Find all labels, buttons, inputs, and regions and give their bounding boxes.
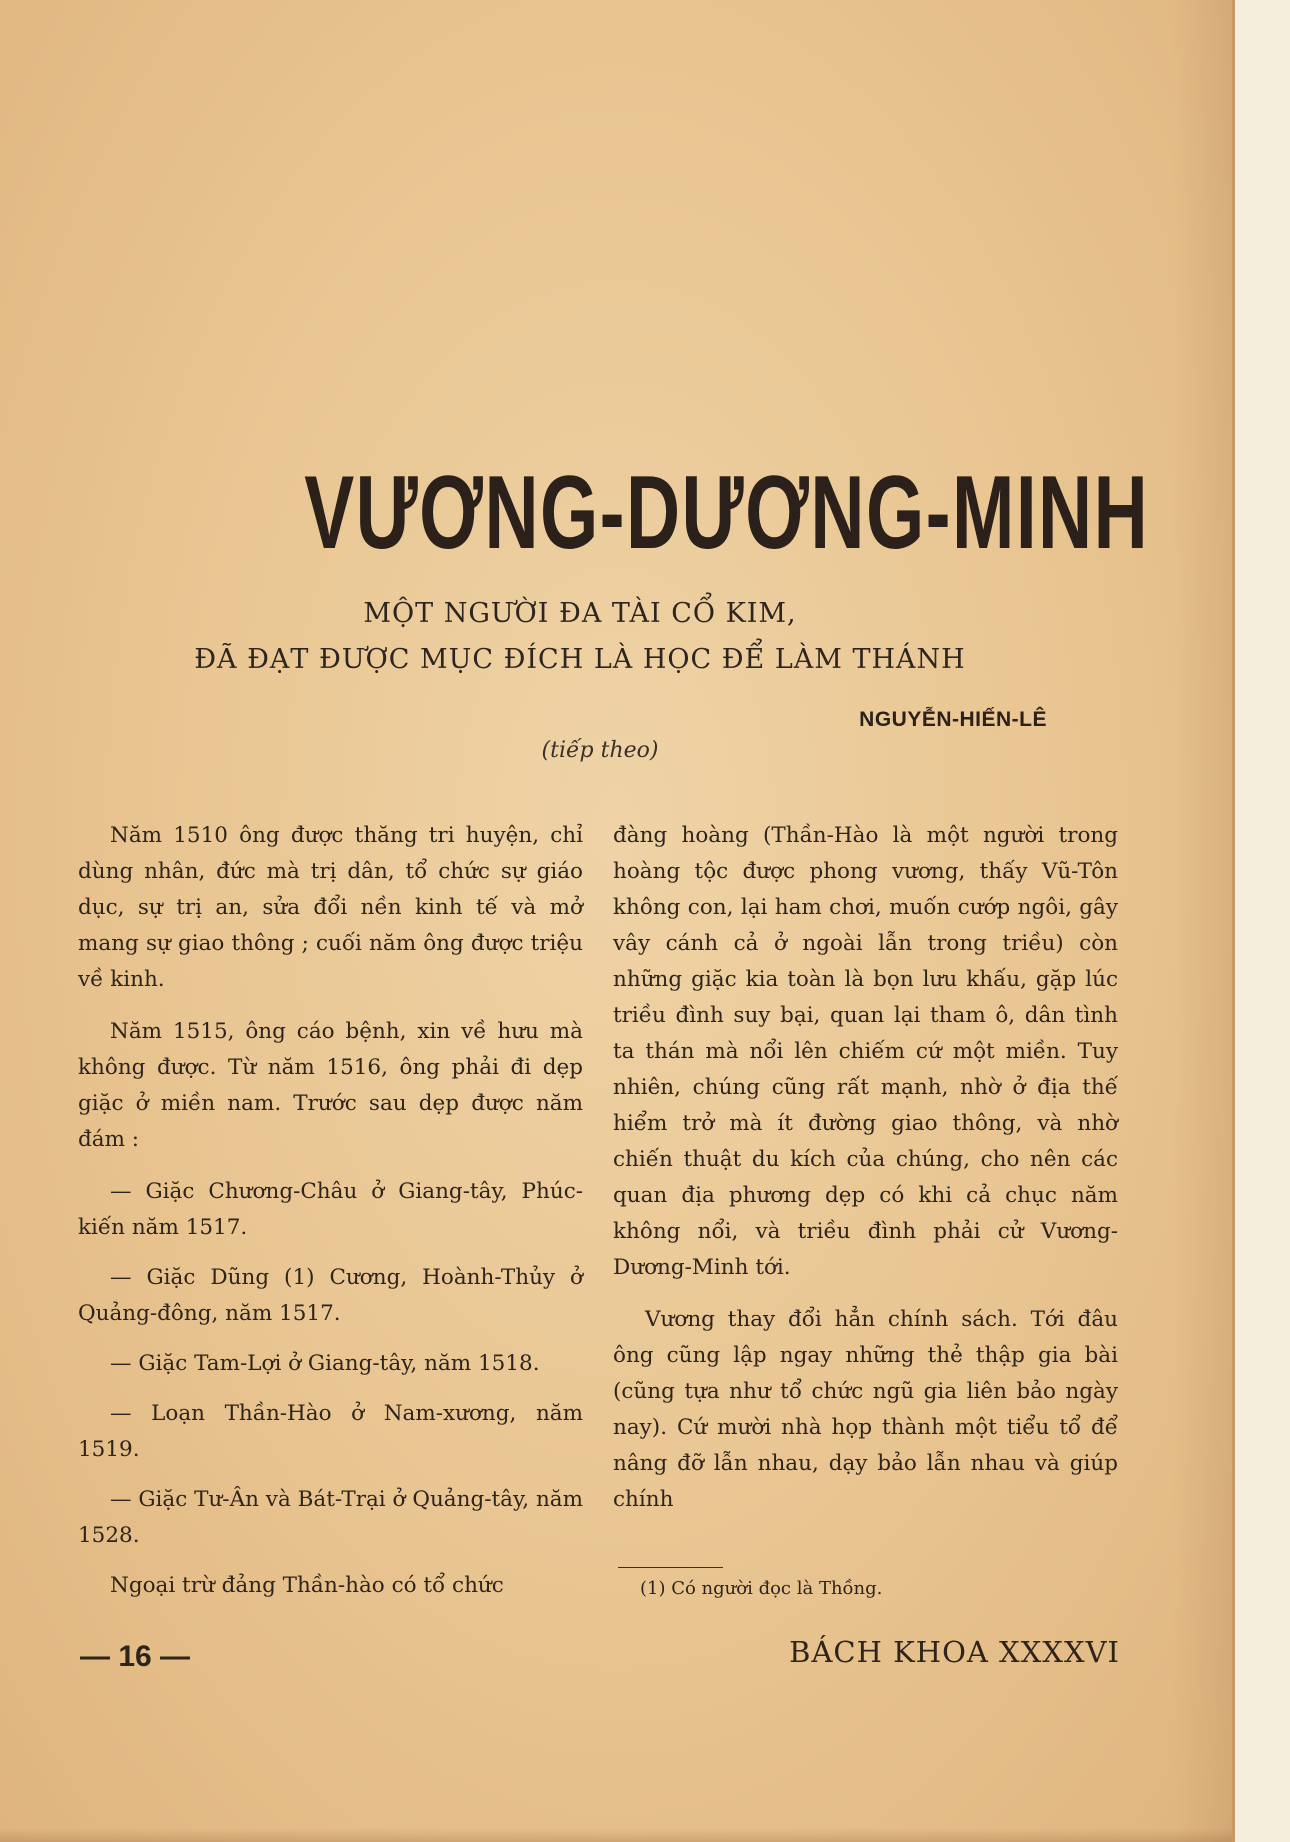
paragraph: Năm 1510 ông được thăng tri huyện, chỉ dùng nhân, đức mà trị dân, tổ chức sự giáo dục, sự trị an, sửa đổi nền kinh tế và mở mang sự giao thông ; cuối năm ông được triệu về kinh.	[78, 823, 583, 992]
page-edge-shadow	[1172, 0, 1232, 1842]
right-column	[613, 818, 1118, 1534]
list-item: — Giặc Tam-Lợi ở Giang-tây, năm 1518.	[110, 1351, 540, 1376]
list-item: — Giặc Dũng (1) Cương, Hoành-Thủy ở Quảng-đông, năm 1517.	[78, 1265, 583, 1326]
paragraph: đàng hoàng (Thần-Hào là một người trong hoàng tộc được phong vương, thấy Vũ-Tôn không con, lại ham chơi, muốn cướp ngôi, gây vây cánh cả ở ngoài lẫn trong triều) còn những giặc kia toàn là bọn lưu khấu, gặp lúc triều đình suy bại, quan lại tham ô, dân tình ta thán mà nổi lên chiếm cứ một miền. Tuy nhiên, chúng cũng rất mạnh, nhờ ở địa thế hiểm trở mà ít đường giao thông, và nhờ chiến thuật du kích của chúng, cho nên các quan địa phương dẹp có khi cả chục năm không nổi, và triều đình phải cử Vương-Dương-Minh tới.	[613, 823, 1118, 1280]
article-author: NGUYỄN-HIẾN-LÊ	[859, 708, 1047, 731]
left-column	[78, 818, 583, 1620]
continuation-note: (tiếp theo)	[541, 738, 659, 763]
list-item: — Loạn Thần-Hào ở Nam-xương, năm 1519.	[78, 1401, 583, 1462]
journal-name: BÁCH KHOA XXXXVI	[789, 1635, 1120, 1669]
footnote-divider	[618, 1567, 723, 1568]
paragraph: Ngoại trừ đảng Thần-hào có tổ chức	[110, 1573, 504, 1598]
list-item: — Giặc Tư-Ân và Bát-Trại ở Quảng-tây, năm 1528.	[78, 1487, 583, 1548]
article-subtitle-line1: MỘT NGƯỜI ĐA TÀI CỔ KIM,	[363, 598, 797, 629]
article-title: VƯƠNG-DƯƠNG-MINH	[304, 455, 1150, 571]
list-item: — Giặc Chương-Châu ở Giang-tây, Phúc-kiến năm 1517.	[78, 1179, 583, 1240]
footnote: (1) Có người đọc là Thồng.	[640, 1578, 883, 1599]
article-subtitle-line2: ĐÃ ĐẠT ĐƯỢC MỤC ĐÍCH LÀ HỌC ĐỂ LÀM THÁNH	[194, 644, 966, 675]
page-bottom-shadow	[0, 1828, 1232, 1842]
paragraph: Năm 1515, ông cáo bệnh, xin về hưu mà không được. Từ năm 1516, ông phải đi dẹp giặc ở miền nam. Trước sau dẹp được năm đám :	[78, 1019, 583, 1152]
page-number: — 16 —	[80, 1640, 191, 1673]
paragraph: Vương thay đổi hẳn chính sách. Tới đâu ông cũng lập ngay những thẻ thập gia bài (cũng tựa như tổ chức ngũ gia liên bảo ngày nay). Cứ mười nhà họp thành một tiểu tổ để nâng đỡ lẫn nhau, dạy bảo lẫn nhau và giúp chính	[613, 1307, 1118, 1512]
